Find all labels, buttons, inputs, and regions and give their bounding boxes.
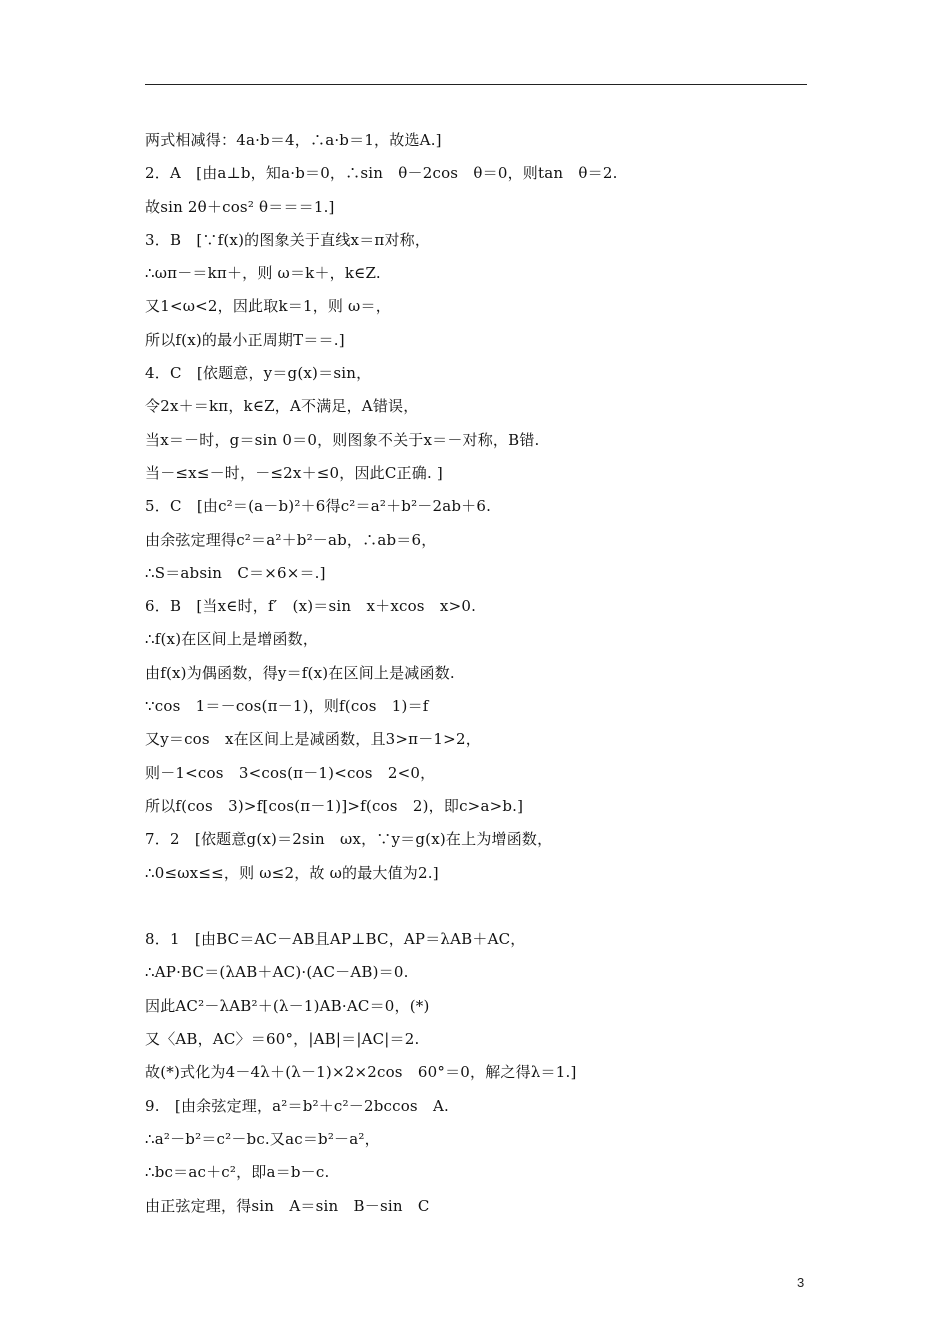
text-line: ∴ωπ－＝kπ＋，则 ω＝k＋，k∈Z. (145, 264, 381, 283)
text-line: 所以f(cos 3)>f[cos(π－1)]>f(cos 2)，即c>a>b.] (145, 796, 524, 815)
text-line: ∴bc＝ac＋c²，即a＝b－c. (145, 1163, 330, 1182)
text-line: ∴a²－b²＝c²－bc.又ac＝b²－a²， (145, 1129, 380, 1148)
text-line: ∴AP·BC＝(λAB＋AC)·(AC－AB)＝0. (145, 963, 409, 982)
text-line: ∴S＝absin C＝×6×＝.] (145, 563, 326, 582)
text-line: 两式相减得：4a·b＝4，∴a·b＝1，故选A.] (145, 131, 442, 149)
text-line: 8．1 [由BC＝AC－AB且AP⊥BC，AP＝λAB＋AC， (145, 930, 526, 949)
text-line: 3．B [∵f(x)的图象关于直线x＝π对称， (145, 230, 431, 249)
text-line: 所以f(x)的最小正周期T＝＝.] (145, 330, 345, 349)
text-line: 又〈AB，AC〉＝60°，|AB|＝|AC|＝2. (145, 1030, 420, 1049)
text-line: 又1<ω<2，因此取k＝1，则 ω＝， (145, 297, 391, 316)
paragraph-gap (145, 890, 815, 923)
text-line: 令2x＋＝kπ，k∈Z，A不满足，A错误， (145, 397, 419, 416)
page-number: 3 (797, 1275, 805, 1290)
text-line: 2．A [由a⊥b，知a·b＝0，∴sin θ－2cos θ＝0，则tan θ＝2. (145, 164, 618, 183)
document-body (145, 124, 815, 1223)
text-line: 故(*)式化为4－4λ＋(λ－1)×2×2cos 60°＝0，解之得λ＝1.] (145, 1063, 577, 1082)
text-line: 当x＝－时，g＝sin 0＝0，则图象不关于x＝－对称，B错. (145, 430, 540, 449)
text-line: 因此AC²－λAB²＋(λ－1)AB·AC＝0，(*) (145, 996, 430, 1015)
text-line: 7．2 [依题意g(x)＝2sin ωx，∵y＝g(x)在上为增函数， (145, 830, 553, 849)
text-line: 5．C [由c²＝(a－b)²＋6得c²＝a²＋b²－2ab＋6. (145, 497, 492, 516)
text-line: 故sin 2θ＋cos² θ＝＝＝1.] (145, 197, 335, 216)
text-line: 由余弦定理得c²＝a²＋b²－ab，∴ab＝6， (145, 530, 437, 549)
text-line: 由f(x)为偶函数，得y＝f(x)在区间上是减函数. (145, 663, 455, 682)
text-line: 当－≤x≤－时，－≤2x＋≤0，因此C正确. ] (145, 463, 443, 482)
text-line: ∴f(x)在区间上是增函数， (145, 630, 319, 649)
text-line: 又y＝cos x在区间上是减函数，且3>π－1>2， (145, 730, 481, 749)
text-line: 由正弦定理，得sin A＝sin B－sin C (145, 1196, 430, 1215)
header-rule (145, 84, 807, 85)
text-line: 则－1<cos 3<cos(π－1)<cos 2<0， (145, 763, 436, 782)
text-line: ∵cos 1＝－cos(π－1)，则f(cos 1)＝f (145, 697, 429, 716)
text-line: 6．B [当x∈时，f′ (x)＝sin x＋xcos x>0. (145, 597, 477, 616)
text-line: 4．C [依题意，y＝g(x)＝sin， (145, 364, 372, 383)
text-line: ∴0≤ωx≤≤，则 ω≤2，故 ω的最大值为2.] (145, 863, 439, 882)
text-line: 9. [由余弦定理，a²＝b²＋c²－2bccos A. (145, 1096, 450, 1115)
